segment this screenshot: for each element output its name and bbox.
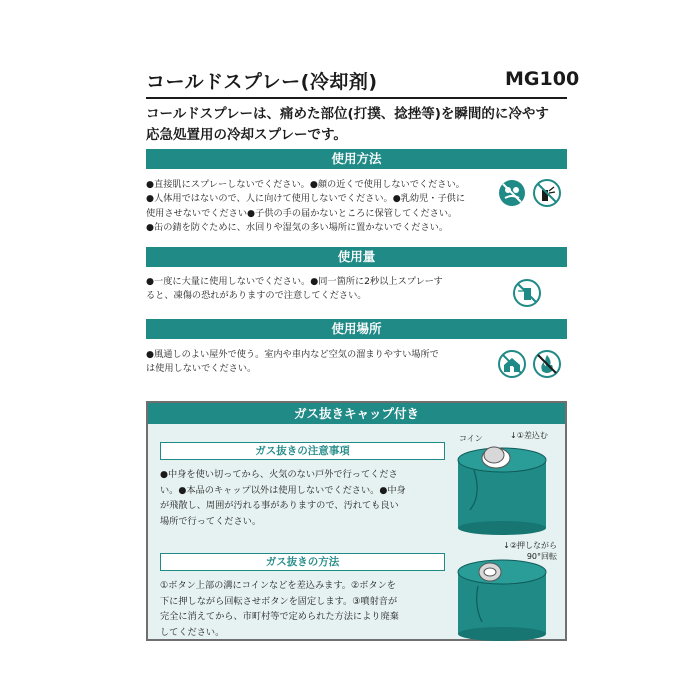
no-indoor-use-icon xyxy=(497,349,527,379)
gas-caution-text xyxy=(160,467,445,529)
text-line: ●缶の錆を防ぐために、水回りや湿気の多い場所に置かないでください。 xyxy=(146,222,449,234)
gas-release-heading: ガス抜きキャップ付き xyxy=(148,403,565,424)
section-heading-amount: 使用量 xyxy=(146,247,567,267)
intro-line: 応急処置用の冷却スプレーです。 xyxy=(146,127,347,143)
text-line: 使用させないでください●子供の手の届かないところに保管してください。 xyxy=(146,207,458,219)
gas-method-text xyxy=(160,578,445,640)
text-line: ●人体用ではないので、人に向けて使用しないでください。●乳幼児・子供に xyxy=(146,193,466,205)
text-line: ①ボタン上部の溝にコインなどを差込みます。②ボタンを xyxy=(160,580,396,591)
intro-text xyxy=(146,104,567,146)
section-heading-place: 使用場所 xyxy=(146,319,567,339)
section-heading-usage: 使用方法 xyxy=(146,149,567,169)
cap-coin-insert-figure xyxy=(452,440,552,535)
no-spray-at-person-icon xyxy=(532,178,562,208)
gas-caution-heading: ガス抜きの注意事項 xyxy=(160,442,445,460)
text-line: ↓②押しながら xyxy=(503,541,557,550)
no-face-spray-icon xyxy=(497,178,527,208)
insert-step-label: ↓①差込む xyxy=(510,431,548,440)
page-title: コールドスプレー(冷却剤) xyxy=(146,71,378,93)
text-line: は使用しないでください。 xyxy=(146,363,257,375)
text-line: ●風通しのよい屋外で使う。室内や車内など空気の溜まりやすい場所で xyxy=(146,349,439,360)
usage-text xyxy=(146,178,496,236)
gas-method-heading: ガス抜きの方法 xyxy=(160,553,445,571)
cap-press-rotate-figure xyxy=(452,556,552,641)
text-line: 90°回転 xyxy=(526,552,557,561)
title-divider xyxy=(146,97,567,99)
text-line: ると、凍傷の恐れがありますので注意してください。 xyxy=(146,290,367,302)
text-line: 下に押しながら回転させボタンを固定します。③噴射音が xyxy=(160,595,398,607)
no-long-spray-icon xyxy=(512,278,542,308)
coin-label: コイン xyxy=(459,434,483,443)
text-line: 場所で行ってください。 xyxy=(160,515,262,527)
text-line: ●直接肌にスプレーしないでください。●顔の近くで使用しないでください。 xyxy=(146,179,465,190)
model-number: MG100 xyxy=(505,68,580,90)
amount-text xyxy=(146,275,496,304)
text-line: 完全に消えてから、市町村等で定められた方法により廃棄 xyxy=(160,611,399,622)
text-line: してください。 xyxy=(160,626,225,638)
no-fire-icon xyxy=(532,349,562,379)
text-line: が飛散し、周囲が汚れる事がありますので、汚れても良い xyxy=(160,500,399,511)
text-line: ●一度に大量に使用しないでください。●同一箇所に2秒以上スプレーす xyxy=(146,276,443,287)
place-text xyxy=(146,348,496,377)
text-line: ●中身を使い切ってから、火気のない戸外で行ってくださ xyxy=(160,469,398,480)
text-line: い。●本品のキャップ以外は使用しないでください。●中身 xyxy=(160,484,406,496)
intro-line: コールドスプレーは、痛めた部位(打撲、捻挫等)を瞬間的に冷やす xyxy=(146,106,549,122)
